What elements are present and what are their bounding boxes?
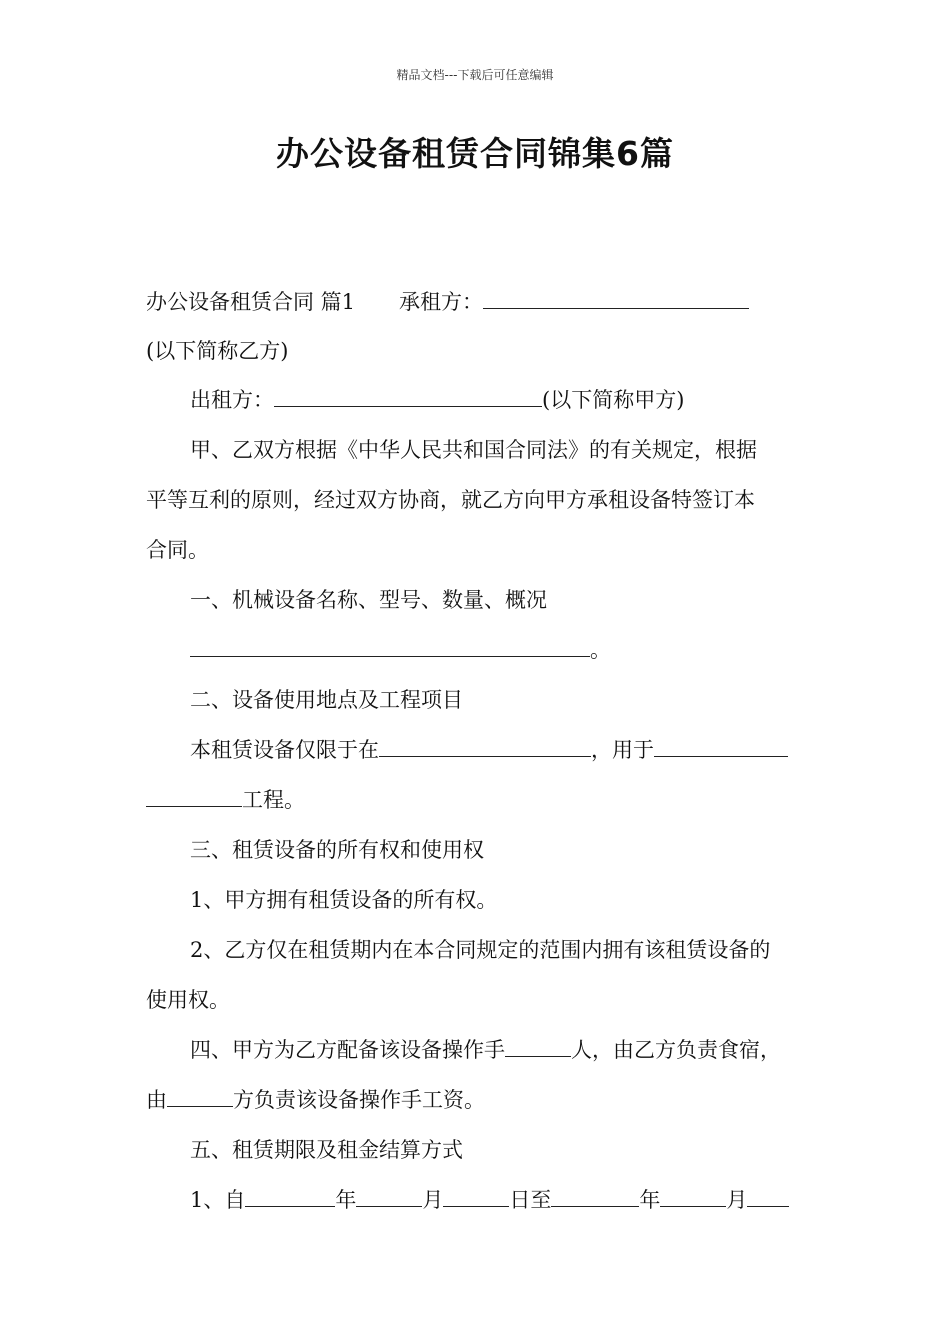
paragraph-line xyxy=(146,534,806,566)
paragraph-line xyxy=(190,1184,806,1216)
paragraph-line xyxy=(190,634,806,666)
paragraph-line xyxy=(146,784,806,816)
end-year-blank xyxy=(551,1184,639,1207)
paragraph-line xyxy=(190,434,806,466)
section-heading xyxy=(190,684,806,716)
lessor-blank xyxy=(274,384,542,407)
line-text: 1、自 xyxy=(190,1188,246,1212)
lessor-label: 出租方： xyxy=(190,388,274,412)
line-text: 月 xyxy=(726,1188,748,1212)
line-text: 工程。 xyxy=(242,788,305,812)
line-text: 使用权。 xyxy=(146,988,230,1012)
line-text: 一、机械设备名称、型号、数量、概况 xyxy=(190,588,547,612)
start-month-blank xyxy=(356,1184,422,1207)
line-text: 。 xyxy=(590,638,611,662)
project-blank-cont xyxy=(146,784,242,807)
line-text: 2、乙方仅在租赁期内在本合同规定的范围内拥有该租赁设备的 xyxy=(190,938,771,962)
line-text: 本租赁设备仅限于在 xyxy=(190,738,379,762)
line-text: 方负责该设备操作手工资。 xyxy=(233,1088,485,1112)
line-text: 平等互利的原则，经过双方协商，就乙方向甲方承租设备特签订本 xyxy=(146,488,755,512)
line-text: 日至 xyxy=(509,1188,552,1212)
operator-count-blank xyxy=(505,1034,571,1057)
line-text: 由 xyxy=(146,1088,167,1112)
lessee-label: 承租方： xyxy=(399,290,484,314)
line-text: (以下简称甲方) xyxy=(542,388,685,412)
document-title: 办公设备租赁合同锦集6篇 xyxy=(276,134,674,173)
start-day-blank xyxy=(443,1184,509,1207)
contract-heading: 办公设备租赁合同 篇1 xyxy=(146,290,356,314)
paragraph-line xyxy=(190,734,806,766)
paragraph-line xyxy=(146,984,806,1016)
start-year-blank xyxy=(245,1184,335,1207)
end-day-blank xyxy=(747,1184,789,1207)
line-text: 合同。 xyxy=(146,538,209,562)
line-text: 四、甲方为乙方配备该设备操作手 xyxy=(190,1038,505,1062)
equipment-blank xyxy=(190,634,590,657)
lessee-blank xyxy=(483,286,749,309)
section-heading xyxy=(190,1134,806,1166)
paragraph-line xyxy=(190,934,806,966)
line-text: 二、设备使用地点及工程项目 xyxy=(190,688,463,712)
section-heading xyxy=(190,834,806,866)
section-heading xyxy=(190,1034,806,1066)
project-blank xyxy=(654,734,788,757)
line-text: 甲、乙双方根据《中华人民共和国合同法》的有关规定，根据 xyxy=(190,438,757,462)
line-text: 人，由乙方负责食宿， xyxy=(571,1038,781,1062)
section-heading xyxy=(190,584,806,616)
paragraph-line xyxy=(146,1084,806,1116)
paragraph-line xyxy=(146,484,806,516)
line-text: ，用于 xyxy=(591,738,654,762)
line-text: 年 xyxy=(335,1188,357,1212)
page-header: 精品文档---下载后可任意编辑 xyxy=(396,68,554,82)
line-text: 年 xyxy=(639,1188,661,1212)
paragraph-line xyxy=(146,335,806,367)
line-text: 五、租赁期限及租金结算方式 xyxy=(190,1138,463,1162)
wage-party-blank xyxy=(167,1084,233,1107)
end-month-blank xyxy=(660,1184,726,1207)
line-text: 月 xyxy=(422,1188,444,1212)
location-blank xyxy=(379,734,591,757)
line-text: (以下简称乙方) xyxy=(146,339,289,363)
paragraph-line xyxy=(190,384,806,416)
line-text: 三、租赁设备的所有权和使用权 xyxy=(190,838,484,862)
paragraph-line xyxy=(146,286,806,318)
paragraph-line xyxy=(190,884,806,916)
line-text: 1、甲方拥有租赁设备的所有权。 xyxy=(190,888,498,912)
